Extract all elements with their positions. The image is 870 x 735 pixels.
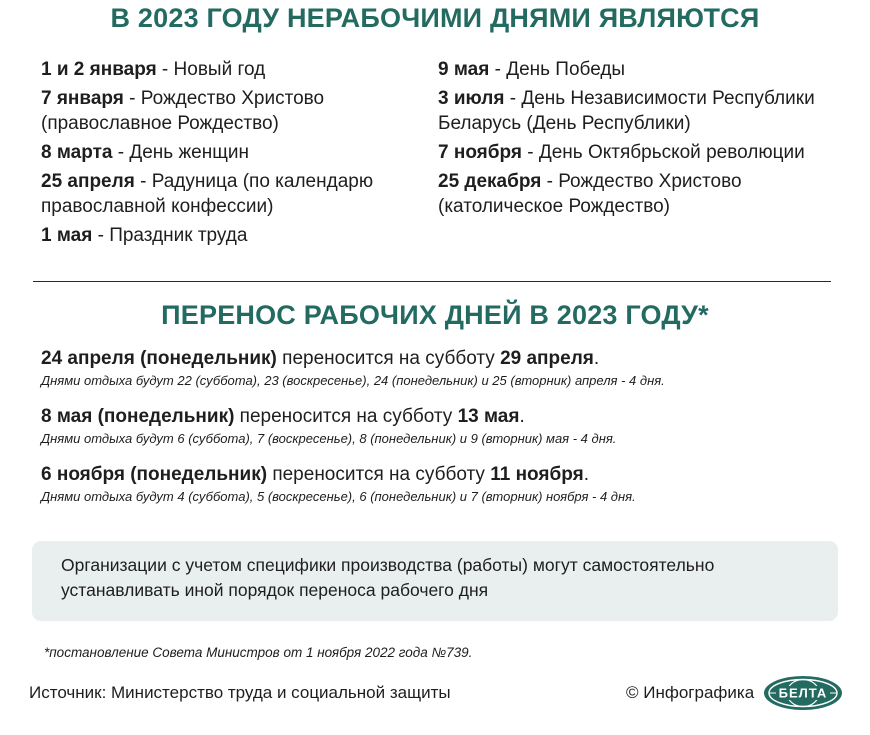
holiday-item: 7 января - Рождество Христово (православное Рождество) — [41, 88, 325, 134]
notice-box — [32, 541, 838, 621]
holiday-item: 25 декабря - Рождество Христово (католическое Рождество) — [438, 171, 742, 217]
transfer-item: 24 апреля (понедельник) переносится на субботу 29 апреля. Днями отдыха будут 22 (суббота), 23 (воскресенье), 24 (понедельник) и 25 (вторник) апреля - 4 дня. — [41, 347, 861, 389]
footnote: *постановление Совета Министров от 1 ноября 2022 года №739. — [44, 645, 473, 660]
transfer-from: 24 апреля (понедельник) — [41, 348, 277, 369]
transfer-from: 8 мая (понедельник) — [41, 406, 235, 427]
credit-text: © Инфографика — [626, 683, 755, 702]
source-text: Источник: Министерство труда и социальной защиты — [29, 683, 451, 702]
holiday-desc: День Независимости Республики Беларусь (День Республики) — [438, 88, 815, 134]
belta-logo — [763, 675, 843, 711]
holiday-item: 7 ноября - День Октябрьской революции — [438, 142, 805, 163]
holiday-date: 3 июля — [438, 88, 505, 109]
holiday-desc: День Победы — [506, 59, 626, 80]
transfer-item: 8 мая (понедельник) переносится на субботу 13 мая. Днями отдыха будут 6 (суббота), 7 (воскресенье), 8 (понедельник) и 9 (вторник) мая - 4 дня. — [41, 405, 861, 447]
holiday-date: 7 ноября — [438, 142, 522, 163]
holiday-desc: Рождество Христово (православное Рождество) — [41, 88, 325, 134]
holidays-title: В 2023 ГОДУ НЕРАБОЧИМИ ДНЯМИ ЯВЛЯЮТСЯ — [110, 3, 760, 33]
holiday-date: 1 мая — [41, 225, 93, 246]
holidays-list-right — [438, 57, 858, 223]
holiday-item: 25 апреля - Радуница (по календарю православной конфессии) — [41, 171, 374, 217]
transfer-to: 29 апреля — [500, 348, 594, 369]
holiday-item: 1 и 2 января - Новый год — [41, 59, 266, 80]
holiday-item: 9 мая - День Победы — [438, 59, 626, 80]
logo-text: БЕЛТА — [778, 685, 828, 701]
notice-text: Организации с учетом специфики производства (работы) могут самостоятельно устанавливать иной порядок переноса рабочего дня — [61, 555, 715, 600]
holiday-date: 9 мая — [438, 59, 490, 80]
holiday-date: 7 января — [41, 88, 124, 109]
section-divider — [33, 281, 831, 282]
transfer-note: Днями отдыха будут 4 (суббота), 5 (воскресенье), 6 (понедельник) и 7 (вторник) ноября - 4 дня. — [41, 489, 636, 504]
holiday-desc: Праздник труда — [109, 225, 248, 246]
holiday-desc: День Октябрьской революции — [538, 142, 805, 163]
transfer-item: 6 ноября (понедельник) переносится на субботу 11 ноября. Днями отдыха будут 4 (суббота), 5 (воскресенье), 6 (понедельник) и 7 (вторник) ноября - 4 дня. — [41, 463, 861, 505]
transfer-note: Днями отдыха будут 22 (суббота), 23 (воскресенье), 24 (понедельник) и 25 (вторник) апреля - 4 дня. — [41, 373, 665, 388]
holiday-desc: День женщин — [129, 142, 249, 163]
holiday-item: 1 мая - Праздник труда — [41, 225, 248, 246]
holiday-item: 3 июля - День Независимости Республики Беларусь (День Республики) — [438, 88, 815, 134]
holiday-desc: Рождество Христово (католическое Рождество) — [438, 171, 742, 217]
transfer-to: 13 мая — [457, 406, 520, 427]
transfers-title: ПЕРЕНОС РАБОЧИХ ДНЕЙ В 2023 ГОДУ* — [161, 300, 709, 330]
holiday-date: 8 марта — [41, 142, 113, 163]
holiday-date: 25 апреля — [41, 171, 135, 192]
holidays-list-left — [41, 57, 426, 252]
transfer-to: 11 ноября — [490, 464, 584, 485]
holiday-date: 25 декабря — [438, 171, 542, 192]
transfer-from: 6 ноября (понедельник) — [41, 464, 268, 485]
holiday-desc: Новый год — [173, 59, 266, 80]
holiday-desc: Радуница (по календарю православной конфессии) — [41, 171, 374, 217]
transfer-note: Днями отдыха будут 6 (суббота), 7 (воскресенье), 8 (понедельник) и 9 (вторник) мая - 4 дня. — [41, 431, 617, 446]
holiday-item: 8 марта - День женщин — [41, 142, 249, 163]
holiday-date: 1 и 2 января — [41, 59, 157, 80]
